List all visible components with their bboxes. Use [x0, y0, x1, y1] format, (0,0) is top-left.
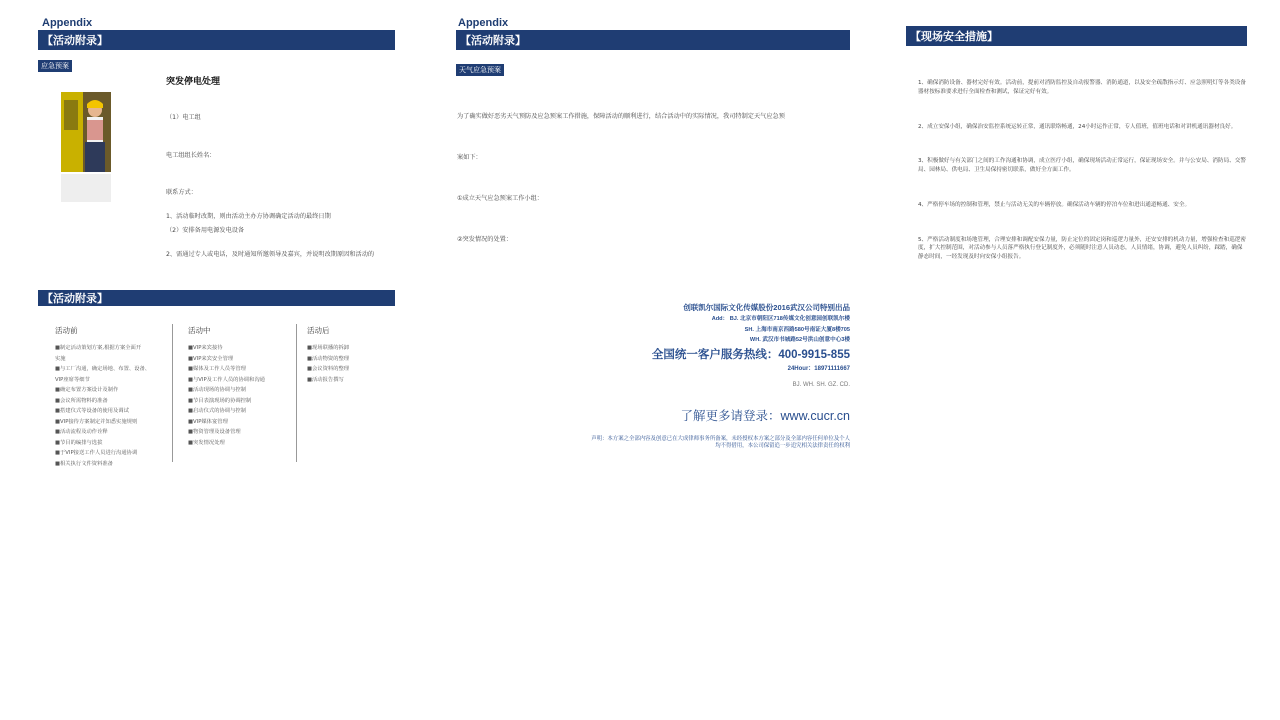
list-item: ■VIP来宾安全管理	[188, 355, 234, 362]
safety-item: 5、严格活动制度和场地管理，合理安排和调配安保力量，防止定位的固定岗和巡逻力量外，还安安排的机动力量，增强检查和巡逻密度，扩大控制范围，对活动参与人员落严格执行登记制度外，必须随时注意人员动态，人员情绪，协调，避免人员纠纷，踩踏，确保静态时间，一经发现及时向安保小组报告。	[918, 236, 1246, 260]
list-item: ■物资管理及设备管理	[188, 429, 241, 435]
text-line: （2）安排备用电源发电设备	[166, 226, 245, 234]
slide-contact	[434, 282, 860, 482]
list-item: ■于VIP接送工作人员进行沟通协调	[55, 450, 138, 456]
list-item: ■确定布置方案设计及制作	[55, 387, 119, 393]
address-bj-row	[712, 314, 850, 325]
column-divider	[296, 324, 297, 462]
address-label: Add：	[711, 316, 729, 322]
electrician-photo	[61, 92, 111, 202]
city-codes: BJ. WH. SH. GZ. CD.	[792, 382, 850, 388]
text-line: 联系方式：	[166, 189, 197, 196]
slide-title: 【活动附录】	[38, 30, 395, 50]
address-block	[712, 314, 850, 346]
list-item: ■VIP接待方案制定并知悉实施规则	[55, 418, 138, 425]
list-item: ■节目表演现场的协调控制	[188, 397, 252, 404]
safety-items	[918, 62, 1248, 260]
weather-plan-body	[457, 83, 853, 260]
disclaimer-line: 声明：本方案之全部内容及创意已在大成律师事务所备案，未经授权本方案之部分及全部内容任何单位及个人	[591, 436, 850, 442]
list-item: ■活动物资的整理	[307, 355, 350, 362]
address-wh: WH. 武汉市书城路52号洪山创意中心3楼	[749, 337, 850, 343]
list-item: ■与工厂沟通，确定场地、布置、设备、	[55, 366, 151, 372]
slide-weather-plan	[434, 10, 860, 260]
list-item: ■相关执行文件资料准备	[55, 460, 113, 467]
text-line: （1）电工组	[166, 114, 201, 121]
column-heading-after: 活动后	[307, 326, 330, 335]
list-item: ■现场联播的拆卸	[307, 345, 350, 351]
safety-item: 4、严格停车场的控制和管理，禁止与活动无关的车辆停放。确保活动车辆的停泊车位和进出通道畅通、安全。	[918, 201, 1191, 208]
list-item: ■活动报告撰写	[307, 376, 344, 383]
column-divider	[172, 324, 173, 462]
list-item: VIP座席等细节	[55, 376, 90, 383]
column-items-before	[55, 343, 175, 469]
slide-title: 【现场安全措施】	[906, 26, 1247, 46]
slide-safety-measures	[880, 10, 1264, 260]
column-items-after	[307, 343, 407, 385]
heading-power-outage: 突发停电处理	[166, 77, 221, 87]
list-item: ■活动现场的协调与控制	[188, 387, 246, 393]
list-item: ■媒体及工作人员等管理	[188, 366, 246, 372]
list-item: ■活动流程及动作诠释	[55, 429, 108, 435]
slide-emergency-power	[16, 10, 412, 260]
text-line: 案如下：	[457, 153, 482, 161]
section-tag: 天气应急预案	[456, 64, 504, 76]
safety-item: 3、积极做好与有关部门之间的工作沟通和协调，成立医疗小组，确保现场活动正常运行，保证现场安全。并与公安局、消防局、交警局、园林局、供电局、卫生局保持密切联系，做好全方面工作。	[918, 158, 1246, 173]
website-link[interactable]: 了解更多请登录：www.cucr.cn	[680, 409, 850, 423]
list-item: ■VIP媒体宴管理	[188, 418, 228, 425]
list-item: ■启动仪式的协调与控制	[188, 408, 246, 414]
hotline: 全国统一客户服务热线：400-9915-855	[651, 349, 850, 361]
appendix-label: Appendix	[42, 17, 93, 29]
safety-item: 2、成立安保小组，确保治安监控系统运转正常，通讯联络畅通，24小时运作正常，专人值班，值班电话和对讲机通讯器材良好。	[918, 123, 1237, 130]
slide-process	[16, 282, 412, 482]
hotline-24h: 24Hour：18971111667	[787, 366, 850, 372]
column-items-during	[188, 343, 298, 448]
list-item: ■突发情况处理	[188, 439, 225, 446]
text-line: 电工组组长姓名：	[166, 151, 216, 159]
address-sh: SH. 上海市南京西路580号南证大厦8楼705	[744, 326, 850, 333]
company-line: 创联凯尔国际文化传媒股份2016武汉公司特别出品	[683, 303, 850, 312]
list-item: 实施	[55, 355, 66, 362]
safety-item: 1、确保消防设备、器材完好有效。活动前，提前对消防监控及自动报警器、消防通道，以及安全疏散指示灯、应急照明灯等各类设备器材按标准要求进行全面检查和测试，保证完好有效。	[918, 80, 1246, 95]
disclaimer-line: 均不得借用，本公司保留追一步追究相关法律责任的权利	[715, 443, 850, 449]
list-item: ■节目的编排与选拔	[55, 439, 103, 446]
note-line: 1、活动临时改期，则由活动主办方协调确定活动的最终日期	[166, 213, 331, 220]
section-tag: 应急预案	[38, 60, 72, 72]
list-item: ■会议资料的整理	[307, 366, 350, 372]
text-line: ①成立天气应急预案工作小组：	[457, 194, 543, 202]
address-bj: BJ. 北京市朝阳区718传媒文化创意园创联凯尔楼	[729, 316, 850, 322]
text-line: 为了确实做好恶劣天气预防及应急预案工作措施，保障活动的顺利进行，结合活动中的实际情况，我司特制定天气应急预	[457, 113, 785, 121]
list-item: ■制定活动策划方案,根据方案全面开	[55, 345, 142, 351]
list-item: ■会议所需物料的准备	[55, 397, 108, 404]
note-line: 2、需通过专人或电话，及时通知所邀领导及嘉宾，并说明改期原因和活动的	[166, 250, 375, 258]
column-heading-before: 活动前	[55, 326, 78, 335]
disclaimer	[591, 436, 850, 450]
slide-title: 【活动附录】	[456, 30, 850, 50]
postpone-notes	[166, 186, 396, 260]
column-heading-during: 活动中	[188, 326, 211, 335]
appendix-label: Appendix	[458, 17, 509, 29]
list-item: ■搭建仪式等设备的使用及调试	[55, 408, 129, 414]
slide-title: 【活动附录】	[38, 290, 395, 306]
text-line: ②突发情况的处置：	[457, 235, 513, 243]
list-item: ■与VIP及工作人员的协调和沟通	[188, 376, 265, 383]
list-item: ■VIP来宾接待	[188, 345, 223, 351]
